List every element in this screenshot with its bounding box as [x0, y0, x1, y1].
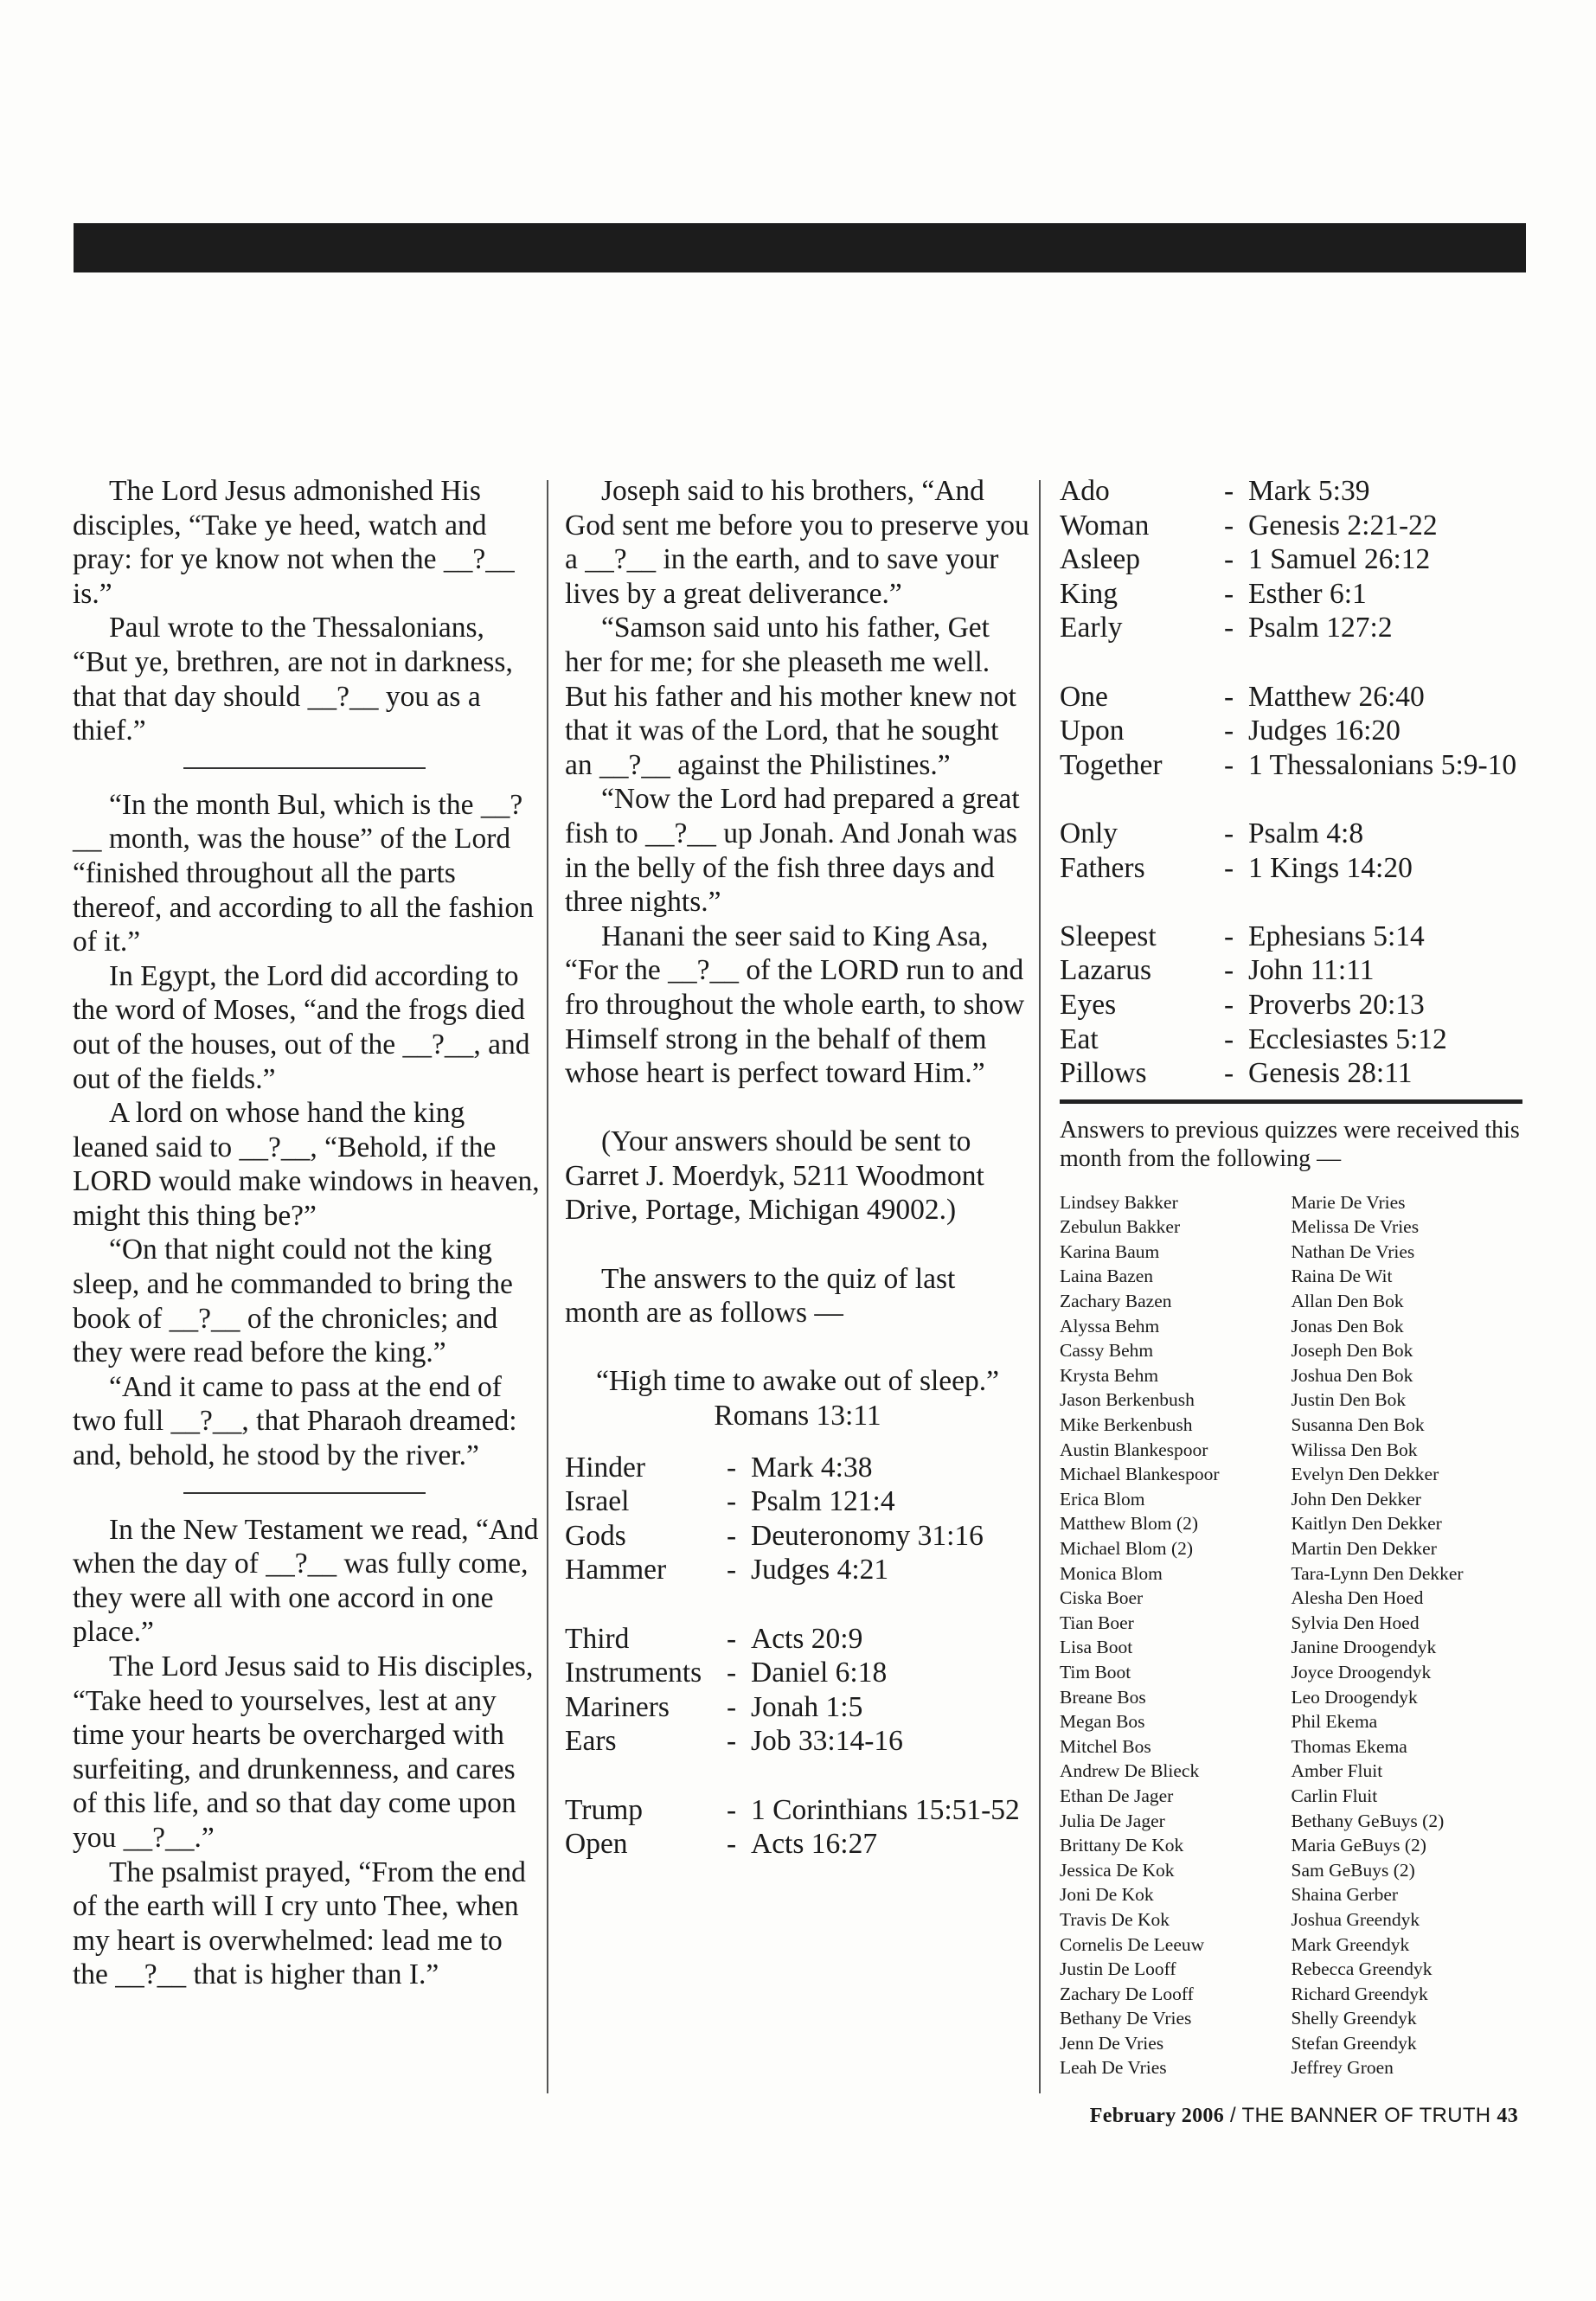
respondent-name: Justin De Looff [1060, 1958, 1176, 1980]
respondent-name: Brittany De Kok [1060, 1835, 1184, 1856]
page-footer [1090, 2104, 1518, 2128]
respondent-name: Mike Berkenbush [1060, 1414, 1193, 1436]
answer-dash: - [727, 1657, 737, 1689]
answer-word: Ado [1060, 475, 1110, 507]
respondent-name: Joshua Den Bok [1291, 1364, 1413, 1386]
respondent-name: Allan Den Bok [1291, 1291, 1404, 1312]
answer-dash: - [727, 1793, 737, 1826]
respondent-name: Laina Bazen [1060, 1266, 1154, 1287]
answer-row [565, 1622, 1030, 1657]
answer-word: Sleepest [1060, 920, 1157, 952]
answer-row [565, 1724, 1030, 1759]
respondent-name: Zachary Bazen [1060, 1291, 1172, 1312]
answer-word: Early [1060, 612, 1123, 644]
respondent-name: Joni De Kok [1060, 1884, 1154, 1906]
respondent-name: Travis De Kok [1060, 1908, 1170, 1930]
respondent-name: Mitchel Bos [1060, 1735, 1151, 1757]
answer-dash: - [1224, 543, 1234, 576]
quiz-question: Hanani the seer said to King Asa, “For the __?__ of the LORD run to and fro throughout the whole earth, to show Himself strong in the behalf of them whose heart is perfect toward Him.” [565, 920, 1025, 1090]
answer-row [565, 1451, 1030, 1485]
answer-word: Trump [565, 1793, 643, 1826]
answer-row [1060, 577, 1522, 612]
quiz-question: “Now the Lord had prepared a great fish to __?__ up Jonah. And Jonah was in the belly of the fish three days and three nights.” [565, 783, 1020, 919]
respondent-name: Jenn De Vries [1060, 2032, 1164, 2054]
respondent-name: Cornelis De Leeuw [1060, 1933, 1205, 1955]
answer-row [1060, 542, 1522, 577]
respondent-name: Lindsey Bakker [1060, 1191, 1178, 1213]
answer-row [1060, 988, 1522, 1022]
quiz-question: In Egypt, the Lord did according to the word of Moses, “and the frogs died out of the houses, out of the __?__, and out of the fields.” [73, 959, 530, 1095]
respondent-name: Wilissa Den Bok [1291, 1439, 1418, 1460]
respondent-name: Alesha Den Hoed [1291, 1587, 1424, 1609]
answer-dash: - [727, 1622, 737, 1655]
answer-word: Hinder [565, 1451, 646, 1484]
answer-dash: - [727, 1451, 737, 1484]
quiz-question: “And it came to pass at the end of two full __?__, that Pharaoh dreamed: and, behold, he stood by the river.” [73, 1370, 517, 1472]
respondent-name: Janine Droogendyk [1291, 1637, 1437, 1658]
group-gap [1060, 645, 1522, 680]
answer-word: Woman [1060, 509, 1150, 542]
answer-dash: - [1224, 1022, 1234, 1055]
respondent-name: Amber Fluit [1291, 1760, 1383, 1782]
answer-word: Pillows [1060, 1057, 1147, 1090]
respondent-name: Evelyn Den Dekker [1291, 1464, 1439, 1485]
answer-dash: - [1224, 612, 1234, 644]
answer-dash: - [727, 1828, 737, 1861]
answer-reference: Job 33:14-16 [751, 1725, 903, 1758]
respondent-name: Ethan De Jager [1060, 1785, 1174, 1806]
group-gap [1060, 782, 1522, 817]
answer-word: Asleep [1060, 543, 1141, 576]
page-number: 43 [1497, 2105, 1518, 2127]
answer-word: Only [1060, 817, 1118, 849]
answer-dash: - [1224, 475, 1234, 507]
answer-dash: - [727, 1690, 737, 1723]
respondent-name: Joseph Den Bok [1291, 1340, 1413, 1362]
respondent-name: Karina Baum [1060, 1240, 1160, 1262]
respondent-name: Nathan De Vries [1291, 1240, 1415, 1262]
column-3 [1060, 474, 1522, 2080]
quiz-question: The Lord Jesus said to His disciples, “Take heed to yourselves, lest at any time your hearts be overcharged with surfeiting, and drunkenness, and cares of this life, and so that day come upon you __?__.” [73, 1650, 534, 1854]
respondent-name: Thomas Ekema [1291, 1735, 1407, 1757]
respondent-name: Sylvia Den Hoed [1291, 1612, 1420, 1633]
answer-reference: John 11:11 [1248, 954, 1375, 987]
answer-word: Open [565, 1828, 628, 1861]
answer-word: Third [565, 1622, 630, 1655]
answer-reference: Judges 16:20 [1248, 715, 1401, 747]
respondent-name: Austin Blankespoor [1060, 1439, 1208, 1460]
answer-dash: - [1224, 851, 1234, 884]
answer-dash: - [1224, 509, 1234, 542]
quiz-question: In the New Testament we read, “And when the day of __?__ was fully come, they were all with one accord in one place.” [73, 1513, 539, 1649]
answer-word: Eat [1060, 1022, 1099, 1055]
answer-reference: Mark 5:39 [1248, 475, 1370, 507]
answer-reference: Matthew 26:40 [1248, 680, 1425, 713]
answer-reference: 1 Kings 14:20 [1248, 851, 1413, 884]
respondent-name: Shelly Greendyk [1291, 2008, 1417, 2029]
answer-dash: - [1224, 988, 1234, 1021]
respondent-name: Susanna Den Bok [1291, 1414, 1425, 1436]
respondent-name: Raina De Wit [1291, 1266, 1393, 1287]
answer-reference: Genesis 2:21-22 [1248, 509, 1438, 542]
respondent-name: Jason Berkenbush [1060, 1389, 1195, 1411]
answer-reference: Jonah 1:5 [751, 1690, 863, 1723]
answer-reference: Acts 20:9 [751, 1622, 863, 1655]
answer-word: Mariners [565, 1690, 670, 1723]
answer-row [565, 1553, 1030, 1587]
answer-row [1060, 1022, 1522, 1057]
respondent-name: Richard Greendyk [1291, 1983, 1428, 2004]
respondent-name: Justin Den Bok [1291, 1389, 1407, 1411]
respondent-name: Alyssa Behm [1060, 1315, 1160, 1336]
respondent-name: Melissa De Vries [1291, 1216, 1420, 1238]
answer-row [565, 1519, 1030, 1554]
answer-reference: 1 Thessalonians 5:9-10 [1248, 748, 1517, 781]
group-gap [565, 1587, 1030, 1622]
answer-word: Instruments [565, 1657, 702, 1689]
answer-word: One [1060, 680, 1108, 713]
respondent-name: Andrew De Blieck [1060, 1760, 1200, 1782]
answer-dash: - [727, 1725, 737, 1758]
respondent-name: Leah De Vries [1060, 2057, 1167, 2079]
answer-word: Ears [565, 1725, 617, 1758]
group-gap [1060, 885, 1522, 920]
respondent-name: Zachary De Looff [1060, 1983, 1194, 2004]
respondent-name: Shaina Gerber [1291, 1884, 1399, 1906]
answer-dash: - [1224, 1057, 1234, 1090]
answer-word: Together [1060, 748, 1163, 781]
answer-row [1060, 953, 1522, 988]
column-1 [73, 474, 540, 1992]
answer-reference: Psalm 121:4 [751, 1485, 895, 1518]
respondent-name: Rebecca Greendyk [1291, 1958, 1433, 1980]
respondent-name: Mark Greendyk [1291, 1933, 1410, 1955]
respondent-name: Julia De Jager [1060, 1810, 1165, 1831]
quiz-question: “In the month Bul, which is the __?__ month, was the house” of the Lord “finished throughout all the parts thereof, and according to all the fashion of it.” [73, 788, 535, 958]
answer-row [1060, 920, 1522, 954]
respondent-name: Jonas Den Bok [1291, 1315, 1404, 1336]
answer-dash: - [1224, 680, 1234, 713]
answer-row [565, 1793, 1030, 1828]
respondent-name: Zebulun Bakker [1060, 1216, 1181, 1238]
answer-reference: 1 Corinthians 15:51-52 [751, 1793, 1020, 1826]
answer-row [565, 1827, 1030, 1862]
quiz-question: Joseph said to his brothers, “And God sent me before you to preserve you a __?__ in the earth, and to save your lives by a great deliverance.” [565, 475, 1029, 610]
answer-reference: Judges 4:21 [751, 1554, 889, 1586]
respondent-name: Ciska Boer [1060, 1587, 1144, 1609]
respondent-name: Erica Blom [1060, 1488, 1145, 1509]
answer-reference: Ecclesiastes 5:12 [1248, 1022, 1447, 1055]
answer-dash: - [1224, 748, 1234, 781]
section-separator [183, 767, 426, 769]
respondent-name: Tim Boot [1060, 1661, 1131, 1682]
answers-intro: The answers to the quiz of last month are as follows — [565, 1262, 956, 1330]
names-list [1060, 1190, 1522, 2080]
answer-reference: Daniel 6:18 [751, 1657, 888, 1689]
answer-row [565, 1484, 1030, 1519]
answer-row [1060, 748, 1522, 783]
respondent-name: Sam GeBuys (2) [1291, 1859, 1415, 1881]
respondent-name: Michael Blankespoor [1060, 1464, 1220, 1485]
answer-row [1060, 474, 1522, 509]
answer-dash: - [1224, 920, 1234, 952]
group-gap [565, 1759, 1030, 1793]
respondent-name: Maria GeBuys (2) [1291, 1835, 1426, 1856]
answer-reference: Genesis 28:11 [1248, 1057, 1413, 1090]
answer-word: Eyes [1060, 988, 1117, 1021]
respondent-name: Phil Ekema [1291, 1711, 1378, 1733]
answer-word: Hammer [565, 1554, 667, 1586]
footer-date: February 2006 [1089, 2105, 1224, 2127]
answer-quote-ref: Romans 13:11 [714, 1400, 881, 1433]
respondent-name: Cassy Behm [1060, 1340, 1154, 1362]
answer-reference: Psalm 4:8 [1248, 817, 1364, 849]
answer-reference: Acts 16:27 [751, 1828, 878, 1861]
answer-reference: Proverbs 20:13 [1248, 988, 1425, 1021]
footer-publication: THE BANNER OF TRUTH [1241, 2104, 1491, 2127]
quiz-question: The Lord Jesus admonished His disciples, “Take ye heed, watch and pray: for ye know not when the __?__ is.” [73, 475, 515, 610]
respondent-name: Tian Boer [1060, 1612, 1134, 1633]
answer-word: Upon [1060, 715, 1125, 747]
respondent-name: Lisa Boot [1060, 1637, 1133, 1658]
answer-dash: - [1224, 577, 1234, 610]
received-intro: Answers to previous quizzes were received this month from the following — [1060, 1116, 1520, 1172]
answer-row [1060, 611, 1522, 645]
respondent-name: Carlin Fluit [1291, 1785, 1378, 1806]
respondent-name: Jessica De Kok [1060, 1859, 1175, 1881]
respondent-name: Jeffrey Groen [1291, 2057, 1394, 2079]
respondent-name: Kaitlyn Den Dekker [1291, 1513, 1442, 1535]
respondent-name: Krysta Behm [1060, 1364, 1159, 1386]
respondent-name: Breane Bos [1060, 1686, 1146, 1708]
column-divider [1039, 480, 1041, 2093]
answer-row [1060, 851, 1522, 886]
answer-dash: - [727, 1554, 737, 1586]
respondent-name: Megan Bos [1060, 1711, 1145, 1733]
answer-dash: - [1224, 817, 1234, 849]
respondent-name: Joyce Droogendyk [1291, 1661, 1432, 1682]
column-divider [547, 480, 548, 2093]
respondent-name: Monica Blom [1060, 1562, 1163, 1584]
respondent-name: Matthew Blom (2) [1060, 1513, 1199, 1535]
footer-separator: / [1229, 2104, 1236, 2127]
quiz-question: “Samson said unto his father, Get her for me; for she pleaseth me well. But his father and his mother knew not that it was of the Lord, that he sought an __?__ against the Philistines.” [565, 612, 1016, 781]
quiz-question: “On that night could not the king sleep, and he commanded to bring the book of __?__ of the chronicles; and they were read before the king.” [73, 1234, 513, 1369]
answer-row [1060, 680, 1522, 715]
quiz-question: The psalmist prayed, “From the end of the earth will I cry unto Thee, when my heart is overwhelmed: lead me to the __?__ that is higher than I.” [73, 1856, 526, 1991]
answer-dash: - [727, 1485, 737, 1518]
section-separator [183, 1492, 426, 1494]
answer-word: King [1060, 577, 1118, 610]
answer-dash: - [1224, 715, 1234, 747]
answer-dash: - [1224, 954, 1234, 987]
respondent-name: Bethany GeBuys (2) [1291, 1810, 1445, 1831]
column-2 [565, 474, 1030, 1862]
respondent-name: Stefan Greendyk [1291, 2032, 1417, 2054]
answer-reference: Esther 6:1 [1248, 577, 1367, 610]
address-note: (Your answers should be sent to Garret J. Moerdyk, 5211 Woodmont Drive, Portage, Michigan 49002.) [565, 1125, 984, 1227]
answer-quote: “High time to awake out of sleep.” [595, 1365, 1000, 1398]
respondent-name: Tara-Lynn Den Dekker [1291, 1562, 1464, 1584]
answer-reference: 1 Samuel 26:12 [1248, 543, 1431, 576]
answer-row [1060, 817, 1522, 851]
answer-reference: Deuteronomy 31:16 [751, 1519, 984, 1552]
respondent-name: Marie De Vries [1291, 1191, 1406, 1213]
respondent-name: Leo Droogendyk [1291, 1686, 1418, 1708]
answer-word: Lazarus [1060, 954, 1152, 987]
respondent-name: Joshua Greendyk [1291, 1908, 1420, 1930]
thick-rule [1060, 1099, 1522, 1104]
answer-word: Fathers [1060, 851, 1145, 884]
answer-reference: Psalm 127:2 [1248, 612, 1393, 644]
answer-row [565, 1690, 1030, 1725]
answer-reference: Ephesians 5:14 [1248, 920, 1425, 952]
header-bar [74, 223, 1526, 272]
answer-row [565, 1656, 1030, 1690]
answer-word: Gods [565, 1519, 626, 1552]
answer-reference: Mark 4:38 [751, 1451, 873, 1484]
answer-row [1060, 714, 1522, 748]
answer-word: Israel [565, 1485, 630, 1518]
respondent-name: Martin Den Dekker [1291, 1538, 1437, 1559]
quiz-question: A lord on whose hand the king leaned said to __?__, “Behold, if the LORD would make windows in heaven, might this thing be?” [73, 1097, 540, 1232]
respondent-name: John Den Dekker [1291, 1488, 1421, 1509]
respondent-name: Michael Blom (2) [1060, 1538, 1194, 1559]
quiz-question: Paul wrote to the Thessalonians, “But ye, brethren, are not in darkness, that that day should __?__ you as a thief.” [73, 612, 513, 747]
respondent-name: Bethany De Vries [1060, 2008, 1192, 2029]
answer-dash: - [727, 1519, 737, 1552]
answer-row [1060, 1056, 1522, 1091]
answer-row [1060, 509, 1522, 543]
